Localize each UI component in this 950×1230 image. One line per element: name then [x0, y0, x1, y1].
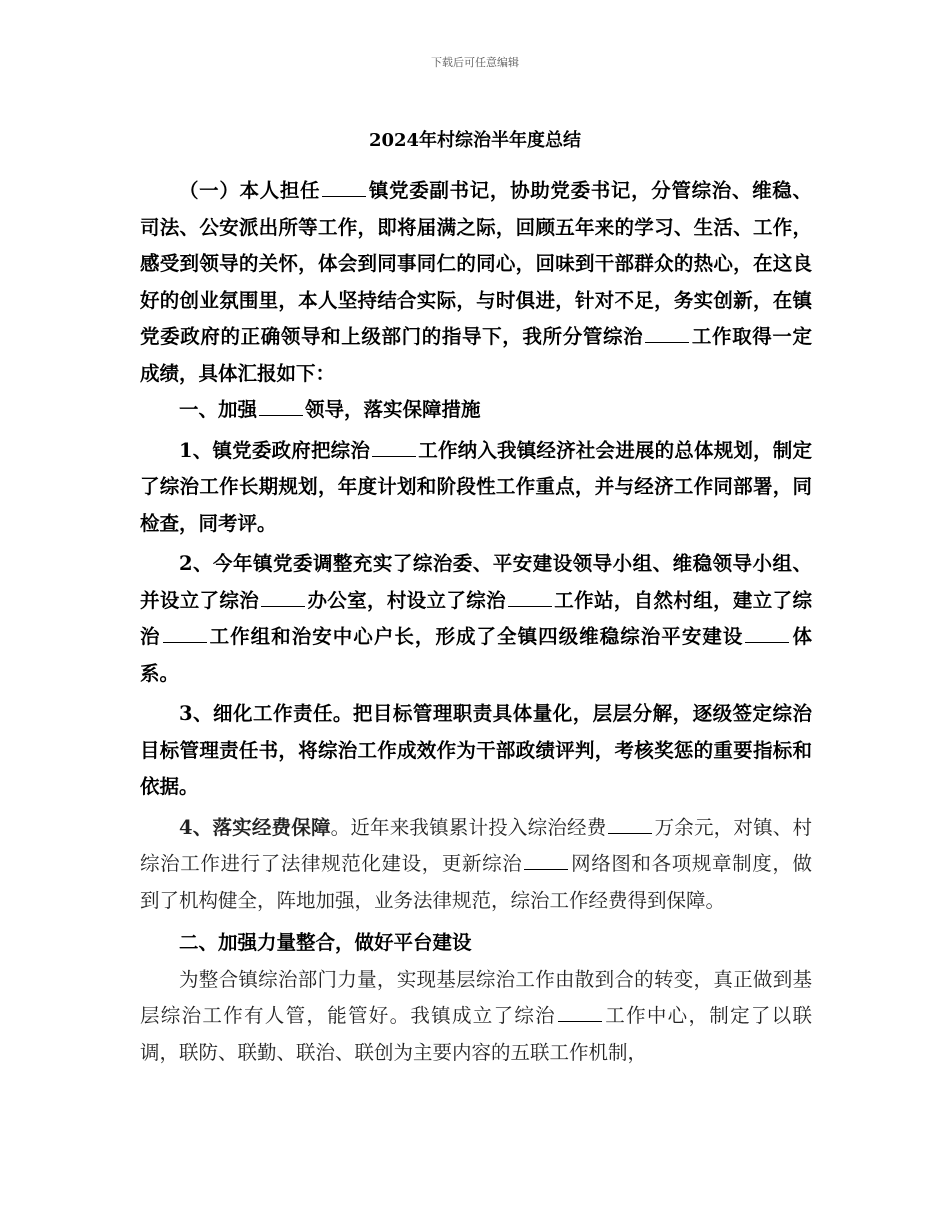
text-run: 2、今年镇党委调整充实了综治委、平安建设领导小组、维稳领导小组、并设立了综治 — [140, 552, 812, 612]
blank-line — [645, 326, 689, 343]
blank-line — [163, 626, 207, 643]
section-heading-1 — [140, 392, 812, 429]
blank-line — [524, 853, 568, 870]
blank-line — [745, 626, 789, 643]
text-run: 体系。 — [140, 625, 812, 685]
text-run: 一、加强 — [179, 398, 258, 421]
text-run: 工作取得一定成绩，具体汇报如下： — [140, 325, 812, 385]
section-heading-2: 二、加强力量整合，做好平台建设 — [179, 931, 472, 954]
paragraph-item-1 — [140, 433, 812, 543]
text-run-lead: 4、落实经费保障 — [179, 815, 331, 839]
text-run: 为整合镇综治部门力量，实现基层综治工作由散到合的转变，真正做到基层综治工作有人管，能管好。我镇成立了综治 — [140, 967, 812, 1027]
text-run: 镇党委副书记，协助党委书记，分管综治、维稳、司法、公安派出所等工作，即将届满之际，回顾五年来的学习、生活、工作，感受到领导的关怀，体会到同事同仁的同心，回味到干部群众的热心，在这良好的创业氛围里，本人坚持结合实际，与时俱进，针对不足，务实创新，在镇党委政府的正确领导和上级部门的指导下，我所分管综治 — [140, 179, 812, 348]
text-run: 1、镇党委政府把综治 — [179, 438, 371, 462]
text-run: 办公室，村设立了综治 — [307, 588, 506, 612]
text-run: 工作站，自然村组，建立了综治 — [140, 588, 812, 648]
text-run: 网络图和各项规章制度，做到了机构健全，阵地加强，业务法律规范，综治工作经费得到保障。 — [140, 852, 812, 912]
text-run: 领导，落实保障措施 — [305, 398, 481, 421]
text-run: 万余元，对镇、村综治工作进行了法律规范化建设，更新综治 — [140, 815, 812, 875]
header-note: 下载后可任意编辑 — [431, 56, 519, 69]
paragraph-platform — [140, 962, 812, 1072]
text-run: （一）本人担任 — [179, 179, 321, 202]
paragraph-item-4 — [140, 810, 812, 920]
document-title: 2024年村综治半年度总结 — [368, 130, 582, 151]
paragraph-item-3: 3、细化工作责任。把目标管理职责具体量化，层层分解，逐级签定综治目标管理责任书，将综治工作成效作为干部政绩评判，考核奖惩的重要指标和依据。 — [140, 702, 812, 798]
paragraph-item-2 — [140, 546, 812, 692]
text-run: 工作组和治安中心户长，形成了全镇四级维稳综治平安建设 — [208, 625, 744, 648]
blank-line — [259, 399, 303, 416]
blank-line — [372, 440, 416, 457]
paragraph-intro — [140, 173, 812, 392]
blank-line — [508, 590, 552, 607]
text-run: 工作纳入我镇经济社会进展的总体规划，制定了综治工作长期规划，年度计划和阶段性工作重点，并与经济工作同部署，同检查，同考评。 — [140, 438, 812, 535]
blank-line — [261, 590, 305, 607]
text-run: 。近年来我镇累计投入综治经费 — [330, 815, 607, 839]
document-body — [140, 173, 812, 1071]
blank-line — [608, 817, 652, 834]
blank-line — [322, 180, 366, 197]
blank-line — [558, 1005, 602, 1022]
text-run: 工作中心，制定了以联调，联防、联勤、联治、联创为主要内容的五联工作机制， — [140, 1004, 812, 1064]
